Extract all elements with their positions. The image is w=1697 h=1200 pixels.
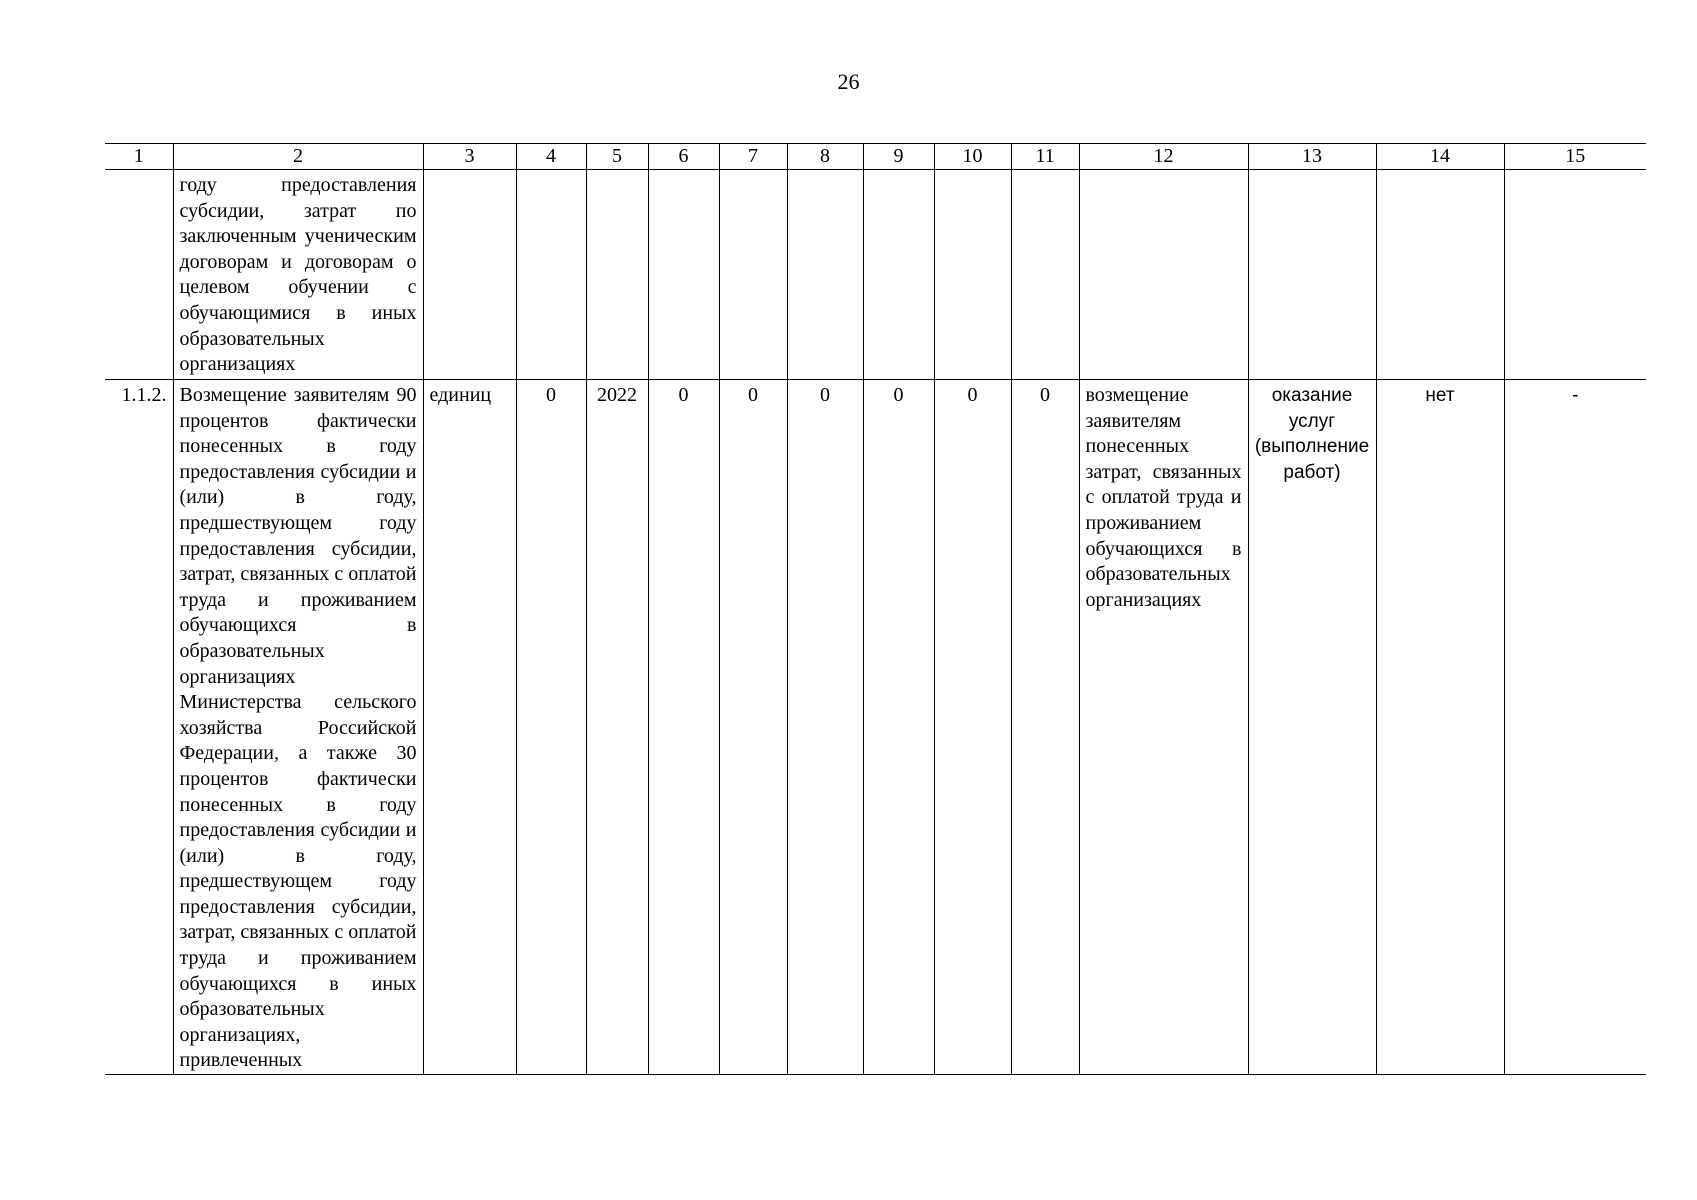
column-header: 8 [787,144,863,170]
row-number: 1.1.2. [105,380,173,1075]
table-cell [719,170,787,380]
column-header: 13 [1248,144,1376,170]
column-header: 14 [1376,144,1504,170]
value-cell: 0 [787,380,863,1075]
row-description: Возмещение заявителям 90 процентов фактически понесенных в году предоставления субсидии и (или) в году, предшествующем году предоставления субсидии, затрат, связанных с оплатой труда и проживанием обучающихся в образовательных организациях Министерства сельского хозяйства Российской Федерации, а также 30 процентов фактически понесенных в году предоставления субсидии и (или) в году, предшествующем году предоставления субсидии, затрат, связанных с оплатой труда и проживанием обучающихся в иных образовательных организациях, привлеченных [173,380,423,1075]
value-cell: 0 [934,380,1011,1075]
table-cell [787,170,863,380]
table-cell [105,170,173,380]
value-cell: 0 [516,380,586,1075]
table-row-1-1-2 [105,380,1646,1075]
column-header: 3 [423,144,516,170]
table-cell [1079,170,1248,380]
column-header: 1 [105,144,173,170]
table-cell [863,170,934,380]
table-cell [648,170,719,380]
column-header: 12 [1079,144,1248,170]
unit-cell: единиц [423,380,516,1075]
column-header: 15 [1504,144,1646,170]
column-header: 4 [516,144,586,170]
result-type-cell: оказание услуг (выполнение работ) [1248,380,1376,1075]
flag-cell: нет [1376,380,1504,1075]
year-cell: 2022 [586,380,648,1075]
row-description: году предоставления субсидии, затрат по заключенным ученическим договорам и договорам о целевом обучении с обучающимися в иных образовательных организациях [173,170,423,380]
header-row [105,144,1646,170]
column-header: 6 [648,144,719,170]
table-cell [1011,170,1079,380]
indicators-table [105,143,1646,1075]
page-number: 26 [837,69,860,94]
value-cell: 0 [648,380,719,1075]
column-header: 7 [719,144,787,170]
table-row-continuation [105,170,1646,380]
result-description-cell: возмещение заявителям понесенных затрат, связанных с оплатой труда и проживанием обучающихся в образовательных организациях [1079,380,1248,1075]
value-cell: 0 [1011,380,1079,1075]
column-header: 2 [173,144,423,170]
column-header: 5 [586,144,648,170]
table-cell [516,170,586,380]
value-cell: 0 [719,380,787,1075]
column-header: 9 [863,144,934,170]
value-cell: 0 [863,380,934,1075]
table-cell [586,170,648,380]
column-header: 11 [1011,144,1079,170]
table-cell [1376,170,1504,380]
table-cell [1504,170,1646,380]
table-cell [1248,170,1376,380]
column-header: 10 [934,144,1011,170]
note-cell: - [1504,380,1646,1075]
table-cell [934,170,1011,380]
table-cell [423,170,516,380]
